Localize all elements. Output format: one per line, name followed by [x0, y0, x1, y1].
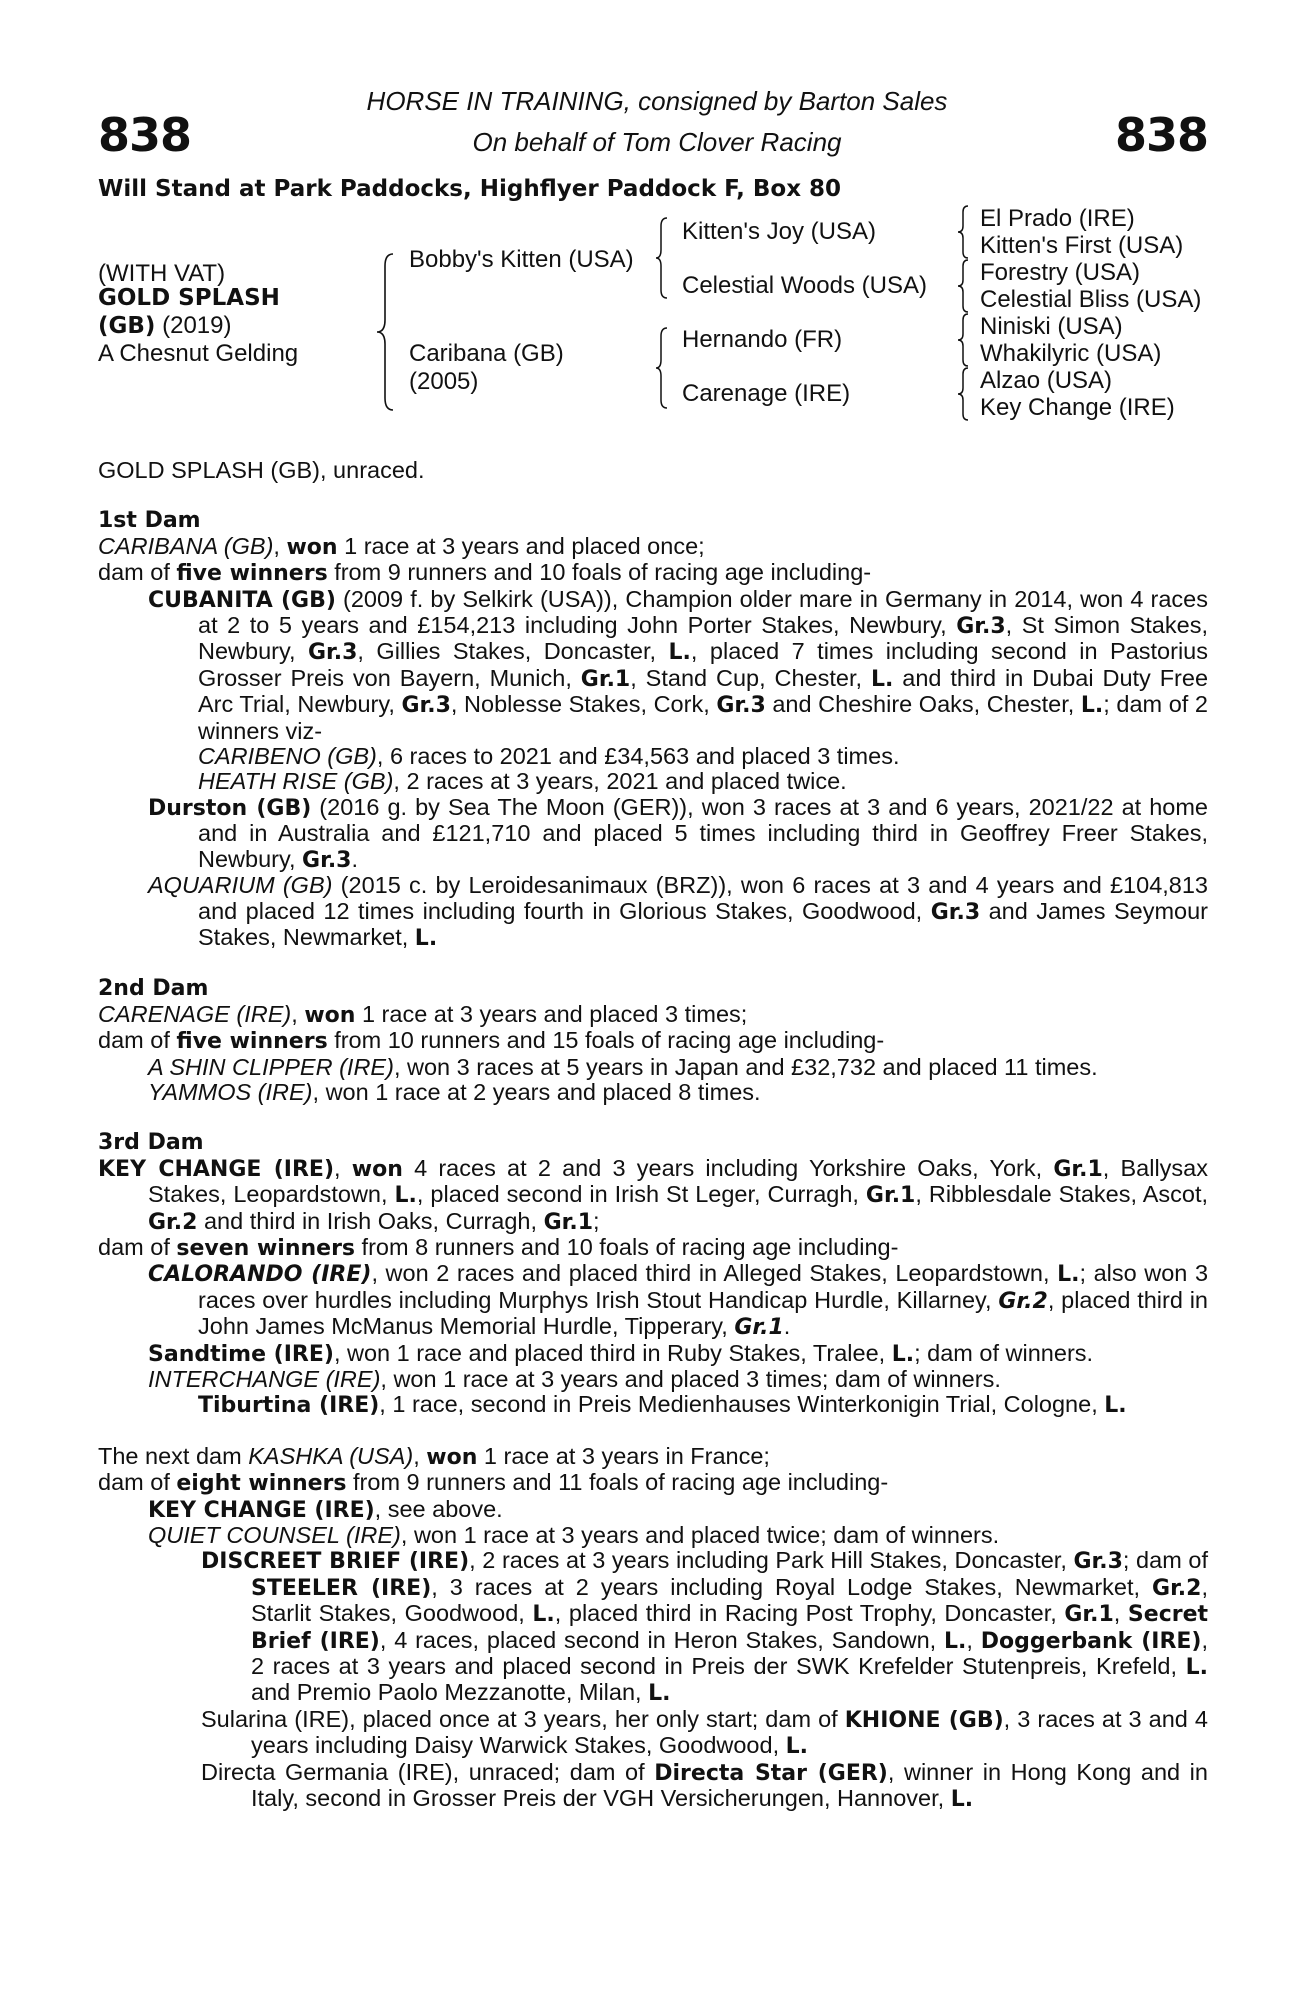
dam: Caribana (GB) [409, 340, 564, 367]
pedigree-brace-ss [954, 204, 972, 260]
produce-key-change: KEY CHANGE (IRE), see above. [148, 1495, 503, 1523]
next-dam-produce: dam of eight winners from 9 runners and 11 foals of racing age including- [98, 1469, 889, 1497]
produce-yammos: YAMMOS (IRE), won 1 race at 2 years and placed 8 times. [148, 1078, 761, 1105]
dam-sire: Hernando (FR) [682, 326, 843, 353]
ggs-2: Forestry (USA) [980, 259, 1141, 286]
produce-discreet-brief: DISCREET BRIEF (IRE), 2 races at 3 years including Park Hill Stakes, Doncaster, Gr.3; dam of STEELER (IRE), 3 races at 2 years including Royal Lodge Stakes, Newmarket, Gr.2, Starlit Stakes, Goodwood, L., placed third in Racing Post Trophy, Doncaster, Gr.1, Secret Brief (IRE), 4 races, placed second in Heron Stakes, Sandown, L., Doggerbank (IRE), 2 races at 3 years and placed second in Preis der SWK Krefelder Stutenpreis, Krefeld, L. and Premio Paolo Mezzanotte, Milan, L. [201, 1547, 1209, 1707]
sire-dam: Celestial Woods (USA) [682, 272, 927, 299]
pedigree-brace-sd [954, 258, 972, 314]
ggd-2: Celestial Bliss (USA) [980, 286, 1202, 313]
produce-sularina: Sularina (IRE), placed once at 3 years, her only start; dam of KHIONE (GB), 3 races at 3 and 4 years including Daisy Warwick Stakes, Goodwood, L. [201, 1705, 1208, 1760]
sire-sire: Kitten's Joy (USA) [682, 218, 876, 245]
produce-quiet-counsel: QUIET COUNSEL (IRE), won 1 race at 3 years and placed twice; dam of winners. [148, 1522, 1000, 1549]
dam-year: (2005) [409, 368, 479, 395]
on-behalf-line: On behalf of Tom Clover Racing [472, 127, 842, 157]
produce-sandtime: Sandtime (IRE), won 1 race and placed third in Ruby Stakes, Tralee, L.; dam of winners. [148, 1339, 1094, 1367]
third-dam-heading: 3rd Dam [98, 1130, 204, 1156]
ggd-1: Kitten's First (USA) [980, 232, 1184, 259]
produce-heath-rise: HEATH RISE (GB), 2 races at 3 years, 2021 and placed twice. [198, 768, 847, 795]
first-dam-produce: dam of five winners from 9 runners and 10 foals of racing age including- [98, 559, 872, 587]
first-dam-line: CARIBANA (GB), won 1 race at 3 years and placed once; [98, 532, 705, 560]
consignment-line: HORSE IN TRAINING, consigned by Barton Sales [366, 86, 948, 116]
stand-location: Will Stand at Park Paddocks, Highflyer Paddock F, Box 80 [98, 176, 842, 202]
catalogue-body [98, 458, 1208, 1813]
produce-calorando: CALORANDO (IRE), won 2 races and placed third in Alleged Stakes, Leopardstown, L.; also won 3 races over hurdles including Murphys Irish Stout Handicap Hurdle, Killarney, Gr.2, placed third in John James McManus Memorial Hurdle, Tipperary, Gr.1. [148, 1260, 1209, 1341]
second-dam-produce: dam of five winners from 10 runners and 15 foals of racing age including- [98, 1027, 885, 1055]
vat-note: (WITH VAT) [98, 260, 226, 287]
first-dam-heading: 1st Dam [98, 508, 201, 534]
horse-name: GOLD SPLASH [98, 285, 280, 311]
third-dam-produce: dam of seven winners from 8 runners and 10 foals of racing age including- [98, 1233, 899, 1261]
pedigree-brace-dam [652, 326, 672, 410]
ggd-4: Key Change (IRE) [980, 394, 1175, 421]
next-dam-line: The next dam KASHKA (USA), won 1 race at 3 years in France; [98, 1442, 770, 1470]
produce-caribeno: CARIBENO (GB), 6 races to 2021 and £34,563 and placed 3 times. [198, 743, 900, 770]
second-dam-line: CARENAGE (IRE), won 1 race at 3 years and placed 3 times; [98, 1000, 748, 1028]
dam-dam: Carenage (IRE) [682, 380, 851, 407]
produce-durston: Durston (GB) (2016 g. by Sea The Moon (GER)), won 3 races at 3 and 6 years, 2021/22 at home and in Australia and £121,710 and placed 5 times including third in Geoffrey Freer Stakes, Newbury, Gr.3. [148, 793, 1208, 873]
lot-number-left: 838 [98, 108, 192, 162]
produce-directa-germania: Directa Germania (IRE), unraced; dam of Directa Star (GER), winner in Hong Kong and in Italy, second in Grosser Preis der VGH Versicherungen, Hannover, L. [201, 1758, 1208, 1813]
horse-intro: GOLD SPLASH (GB), unraced. [98, 457, 425, 483]
produce-cubanita: CUBANITA (GB) (2009 f. by Selkirk (USA)), Champion older mare in Germany in 2014, won 4 races at 2 to 5 years and £154,213 including John Porter Stakes, Newbury, Gr.3, St Simon Stakes, Newbury, Gr.3, Gillies Stakes, Doncaster, L., placed 7 times including second in Pastorius Grosser Preis von Bayern, Munich, Gr.1, Stand Cup, Chester, L. and third in Dubai Duty Free Arc Trial, Newbury, Gr.3, Noblesse Stakes, Cork, Gr.3 and Cheshire Oaks, Chester, L.; dam of 2 winners viz- [148, 585, 1209, 744]
ggd-3: Whakilyric (USA) [980, 340, 1162, 367]
horse-description: A Chesnut Gelding [98, 340, 299, 367]
lot-number-right: 838 [1114, 108, 1208, 162]
produce-interchange: INTERCHANGE (IRE), won 1 race at 3 years and placed 3 times; dam of winners. [148, 1366, 1001, 1392]
second-dam-heading: 2nd Dam [98, 976, 209, 1002]
produce-aquarium: AQUARIUM (GB) (2015 c. by Leroidesanimaux (BRZ)), won 6 races at 3 and 4 years and £104,813 and placed 12 times including fourth in Glorious Stakes, Goodwood, Gr.3 and James Seymour Stakes, Newmarket, L. [148, 872, 1209, 951]
pedigree-brace-main [371, 252, 401, 412]
horse-name-suffix: (GB) (2019) [98, 312, 232, 339]
ggs-4: Alzao (USA) [980, 367, 1113, 394]
sire: Bobby's Kitten (USA) [409, 246, 634, 273]
ggs-3: Niniski (USA) [980, 313, 1123, 340]
pedigree-brace-dd [954, 366, 972, 422]
pedigree-brace-sire [652, 216, 672, 300]
ggs-1: El Prado (IRE) [980, 205, 1135, 232]
produce-a-shin-clipper: A SHIN CLIPPER (IRE), won 3 races at 5 years in Japan and £32,732 and placed 11 times. [148, 1053, 1098, 1080]
pedigree-brace-ds [954, 312, 972, 368]
third-dam-key-change: KEY CHANGE (IRE), won 4 races at 2 and 3 years including Yorkshire Oaks, York, Gr.1, Ballysax Stakes, Leopardstown, L., placed second in Irish St Leger, Curragh, Gr.1, Ribblesdale Stakes, Ascot, Gr.2 and third in Irish Oaks, Curragh, Gr.1; [98, 1154, 1209, 1235]
produce-tiburtina: Tiburtina (IRE), 1 race, second in Preis Medienhauses Winterkonigin Trial, Cologne, L. [198, 1391, 1127, 1419]
